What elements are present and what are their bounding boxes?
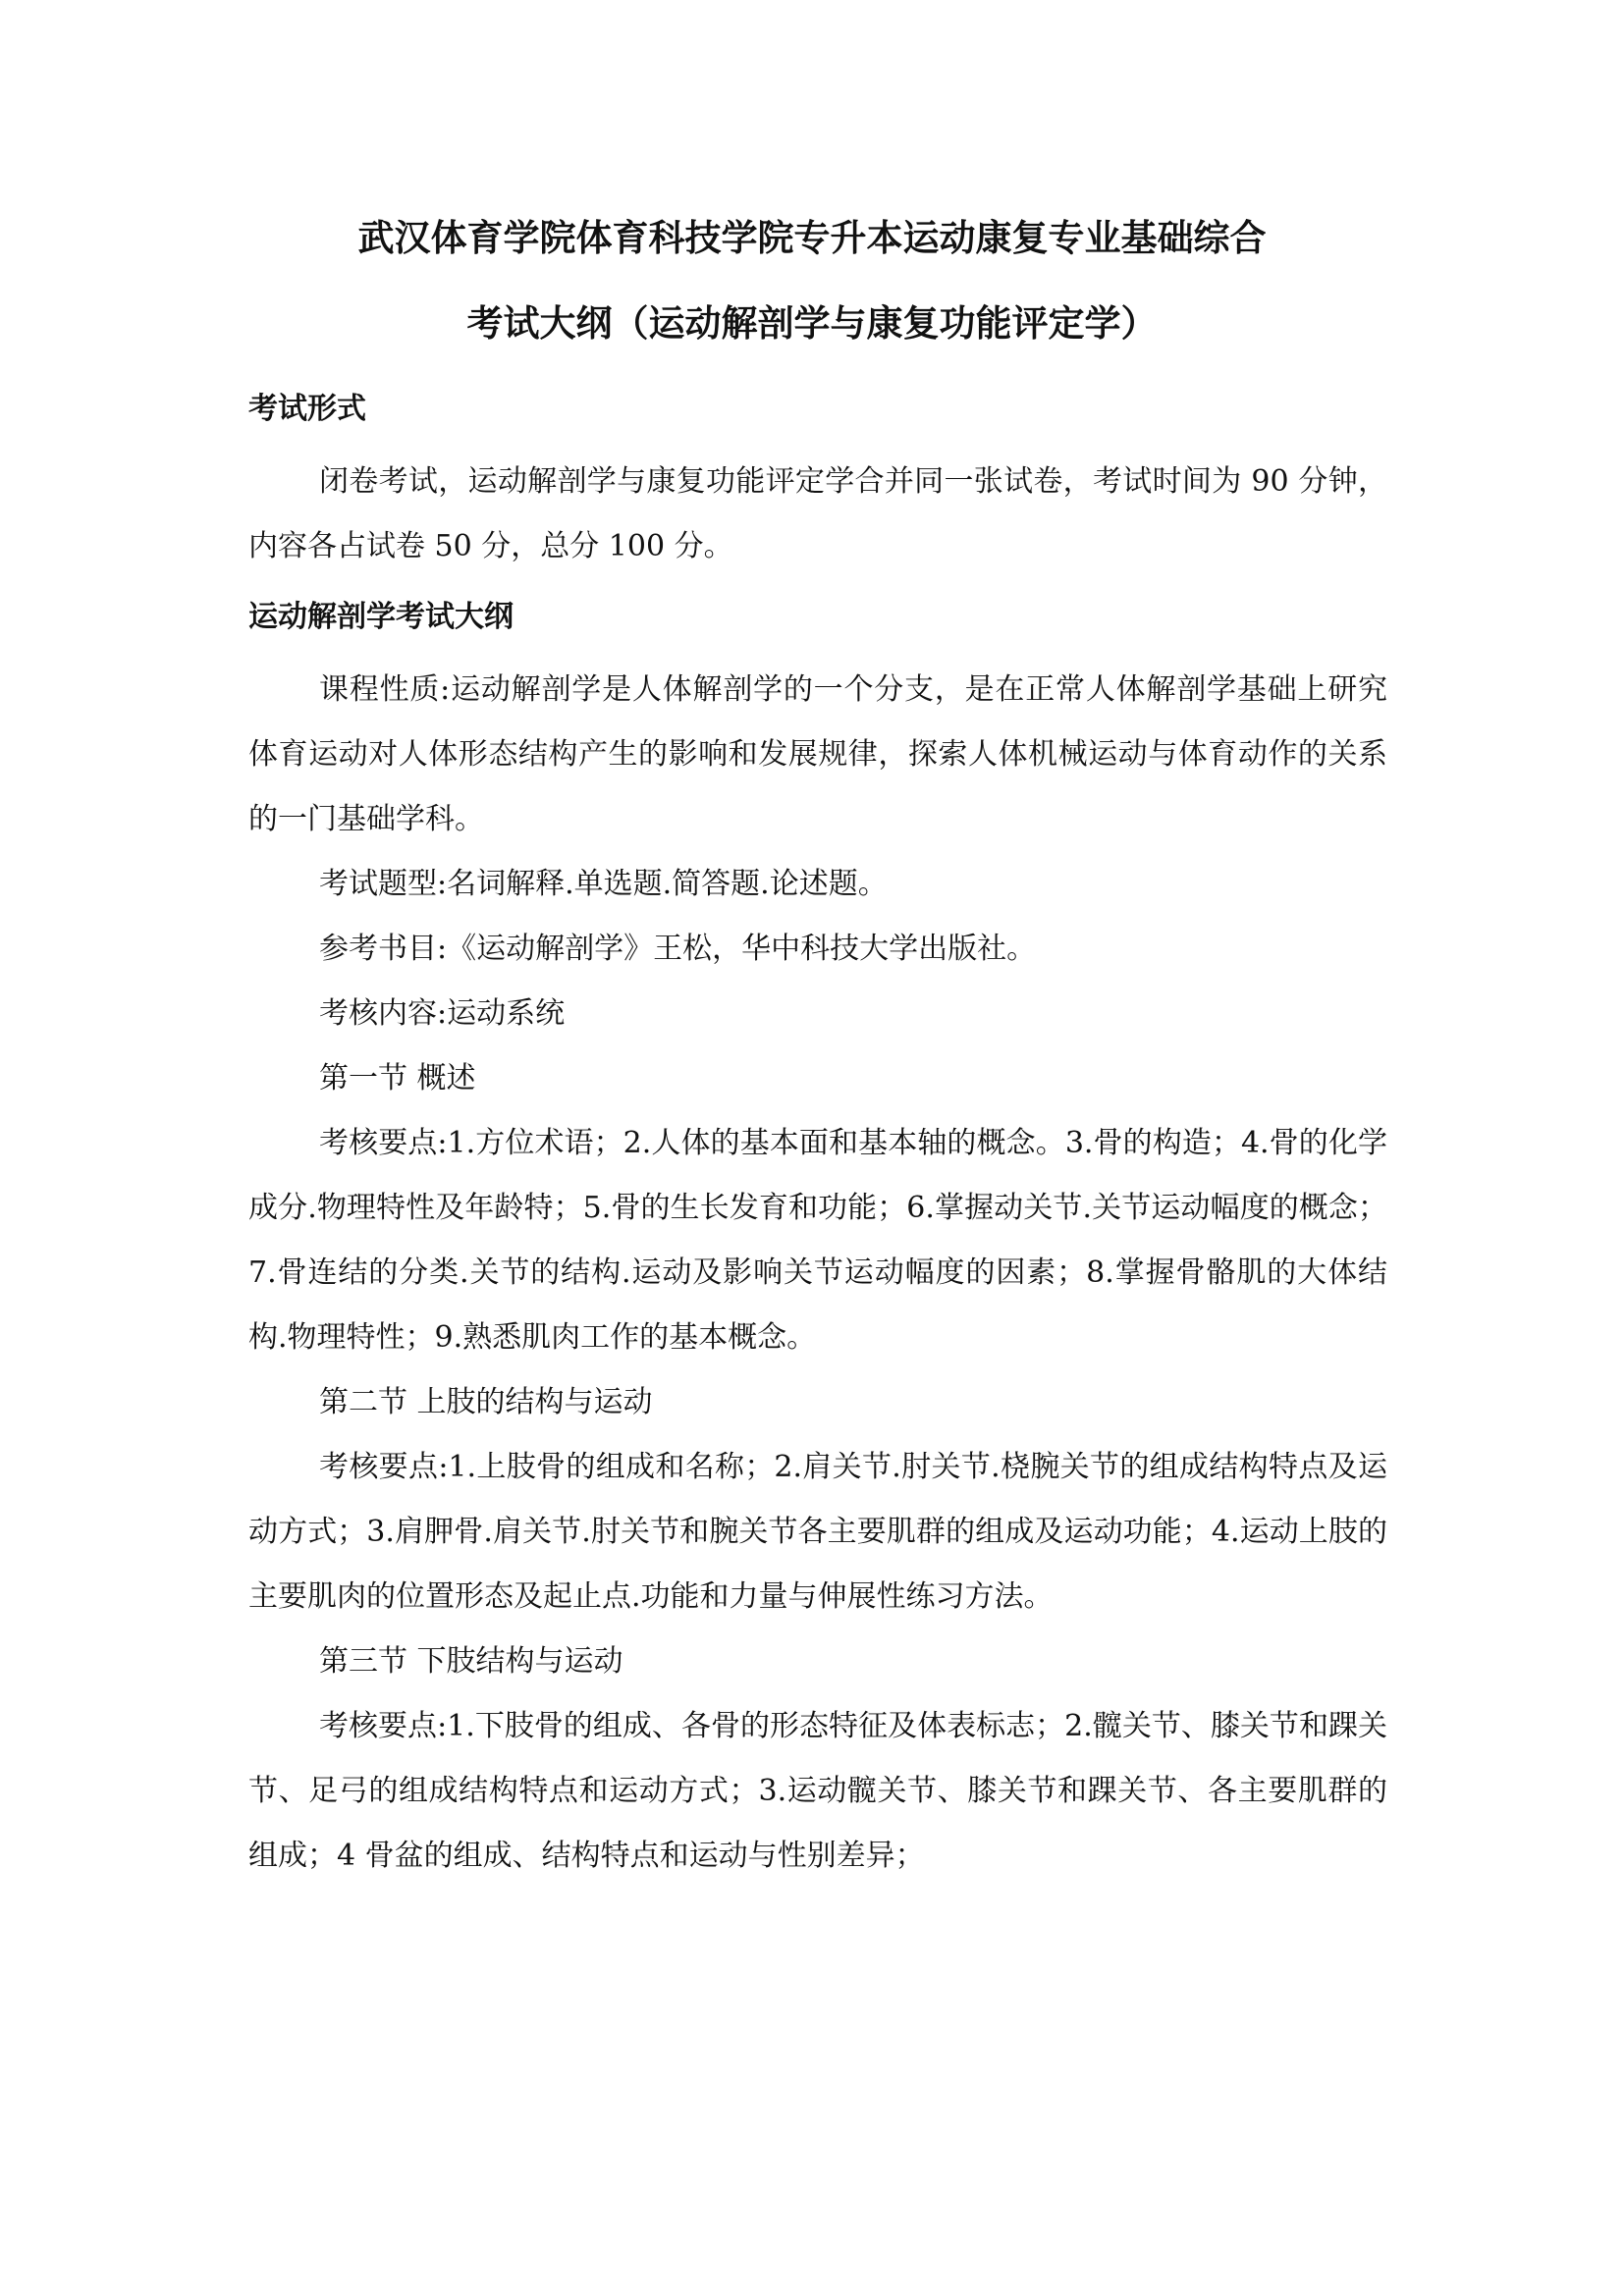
question-types-paragraph: 考试题型:名词解释.单选题.简答题.论述题。 [319, 867, 888, 901]
document-title-line-2: 考试大纲（运动解剖学与康复功能评定学） [466, 302, 1158, 345]
exam-form-paragraph: 闭卷考试，运动解剖学与康复功能评定学合并同一张试卷，考试时间为 90 分钟，内容各占试卷 50 分，总分 100 分。 [248, 464, 1387, 563]
chapter-2-points: 考核要点:1.上肢骨的组成和名称；2.肩关节.肘关节.桡腕关节的组成结构特点及运动方式；3.肩胛骨.肩关节.肘关节和腕关节各主要肌群的组成及运动功能；4.运动上肢的主要肌肉的位置形态及起止点.功能和力量与伸展性练习方法。 [248, 1450, 1387, 1614]
exam-content-paragraph: 考核内容:运动系统 [319, 996, 566, 1031]
section-heading-anatomy: 运动解剖学考试大纲 [248, 600, 514, 634]
chapter-3-title: 第三节 下肢结构与运动 [319, 1644, 623, 1679]
section-heading-exam-form: 考试形式 [248, 392, 366, 426]
chapter-2-title: 第二节 上肢的结构与运动 [319, 1385, 653, 1419]
chapter-3-points: 考核要点:1.下肢骨的组成、各骨的形态特征及体表标志；2.髋关节、膝关节和踝关节、足弓的组成结构特点和运动方式；3.运动髋关节、膝关节和踝关节、各主要肌群的组成；4 骨盆的组成、结构特点和运动与性别差异； [248, 1709, 1387, 1873]
document-title-line-1: 武汉体育学院体育科技学院专升本运动康复专业基础综合 [357, 217, 1267, 259]
course-nature-paragraph: 课程性质:运动解剖学是人体解剖学的一个分支，是在正常人体解剖学基础上研究体育运动对人体形态结构产生的影响和发展规律，探索人体机械运动与体育动作的关系的一门基础学科。 [248, 672, 1387, 836]
chapter-1-title: 第一节 概述 [319, 1061, 476, 1095]
document-body [248, 385, 1387, 1889]
reference-book-paragraph: 参考书目:《运动解剖学》王松，华中科技大学出版社。 [319, 932, 1037, 966]
chapter-1-points: 考核要点:1.方位术语；2.人体的基本面和基本轴的概念。3.骨的构造；4.骨的化学成分.物理特性及年龄特；5.骨的生长发育和功能；6.掌握动关节.关节运动幅度的概念；7.骨连结的分类.关节的结构.运动及影响关节运动幅度的因素；8.掌握骨骼肌的大体结构.物理特性；9.熟悉肌肉工作的基本概念。 [248, 1126, 1387, 1355]
